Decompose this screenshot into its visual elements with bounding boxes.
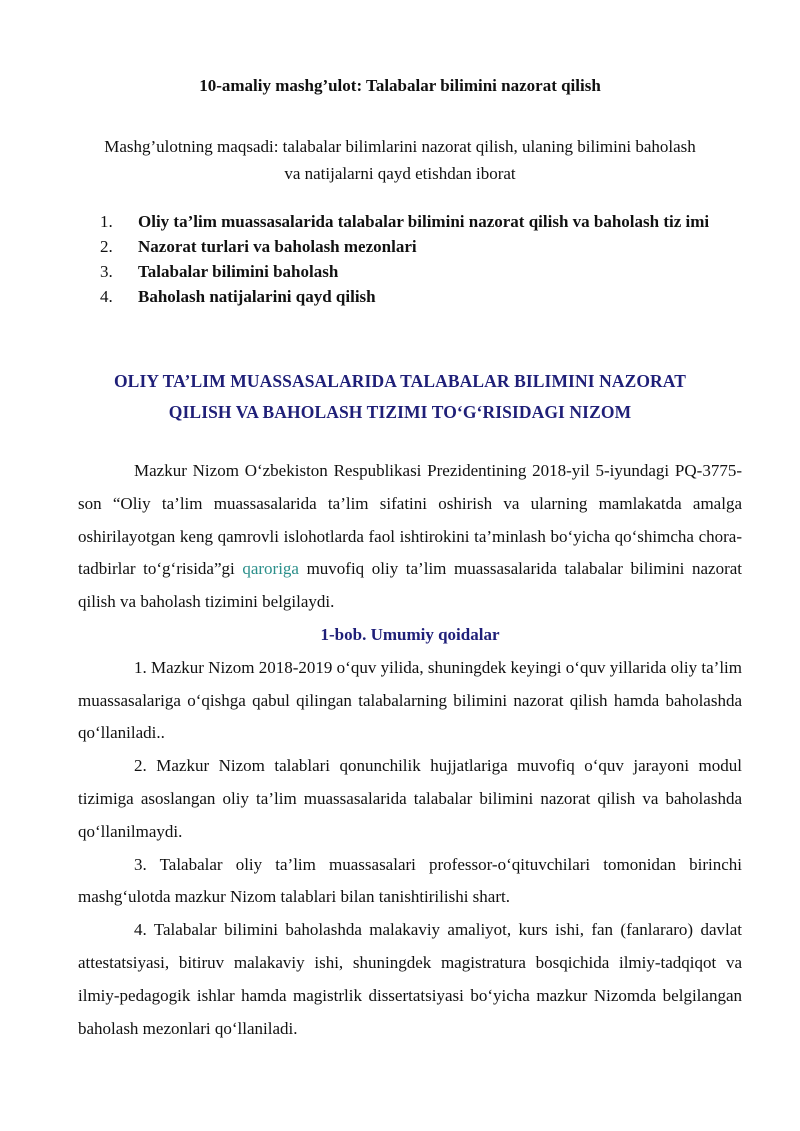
document-body <box>78 455 742 1045</box>
intro-text: Mazkur Nizom O‘zbekiston Respublikasi Prezidentining 2018-yil 5-iyundagi PQ-3775-son “Oliy ta’lim muassasalarida ta’lim sifatini oshirish va ularning mamlakatda amalga oshirilayotgan keng qamrovli islohotlarda faol ishtirokini ta’minlash bo‘yicha qo‘shimcha chora-tadbirlar to‘g‘risida”gi <box>78 461 742 579</box>
paragraph-4: 4. Talabalar bilimini baholashda malakaviy amaliyot, kurs ishi, fan (fanlararo) davlat attestatsiyasi, bitiruv malakaviy ishi, shuningdek magistratura bosqichida ilmiy-tadqiqot va ilmiy-pedagogik ishlar hamda magistrlik dissertatsiyasi bo‘yicha mazkur Nizomda belgilangan baholash mezonlari qo‘llaniladi. <box>78 920 742 1038</box>
paragraph-3: 3. Talabalar oliy ta’lim muassasalari professor-o‘qituvchilari tomonidan birinchi mashg‘ulotda mazkur Nizom talablari bilan tanishtirilishi shart. <box>78 854 742 907</box>
outline-text: Nazorat turlari va baholash mezonlari <box>138 237 417 256</box>
lesson-aim: Mashg’ulotning maqsadi: talabalar bilimlarini nazorat qilish, ulaning bilimini baholash va natijalarni qayd etishdan iborat <box>104 137 696 183</box>
intro-paragraph <box>78 455 742 619</box>
outline-text: Baholash natijalarini qayd qilish <box>138 287 376 306</box>
outline-item <box>100 259 750 284</box>
chapter-title: 1-bob. Umumiy qoidalar <box>320 624 500 644</box>
regulation-heading-line-2: QILISH VA BAHOLASH TIZIMI TO‘G‘RISIDAGI NIZOM <box>168 402 632 422</box>
outline-number: 1. <box>100 212 113 231</box>
outline-number: 4. <box>100 287 113 306</box>
outline-text: Talabalar bilimini baholash <box>138 262 339 281</box>
outline-item <box>100 284 750 309</box>
regulation-heading <box>0 366 800 428</box>
paragraph-1: 1. Mazkur Nizom 2018-2019 o‘quv yilida, shuningdek keyingi o‘quv yillarida oliy ta’lim muassasalariga o‘qishga qabul qilingan talabalarning bilimini nazorat qilish hamda baholashda qo‘llaniladi.. <box>78 657 742 743</box>
outline-number: 2. <box>100 237 113 256</box>
outline-item <box>100 234 750 259</box>
intro-text-end: muvofiq oliy ta’lim muassasalarida talabalar bilimini nazorat qilish va baholash tizimini belgilaydi. <box>78 559 742 612</box>
lesson-outline <box>100 209 750 309</box>
outline-number: 3. <box>100 262 113 281</box>
lesson-title: 10-amaliy mashg’ulot: Talabalar bilimini nazorat qilish <box>199 76 601 95</box>
resolution-link[interactable]: qaroriga <box>242 559 299 579</box>
outline-item <box>100 209 750 234</box>
paragraph-2: 2. Mazkur Nizom talablari qonunchilik hujjatlariga muvofiq o‘quv jarayoni modul tizimiga asoslangan oliy ta’lim muassasalarida talabalar bilimini nazorat qilish va baholashda qo‘llanilmaydi. <box>78 756 742 841</box>
regulation-heading-line-1: OLIY TA’LIM MUASSASALARIDA TALABALAR BILIMINI NAZORAT <box>113 371 687 391</box>
outline-text: Oliy ta’lim muassasalarida talabalar bilimini nazorat qilish va baholash tiz imi <box>138 212 710 231</box>
